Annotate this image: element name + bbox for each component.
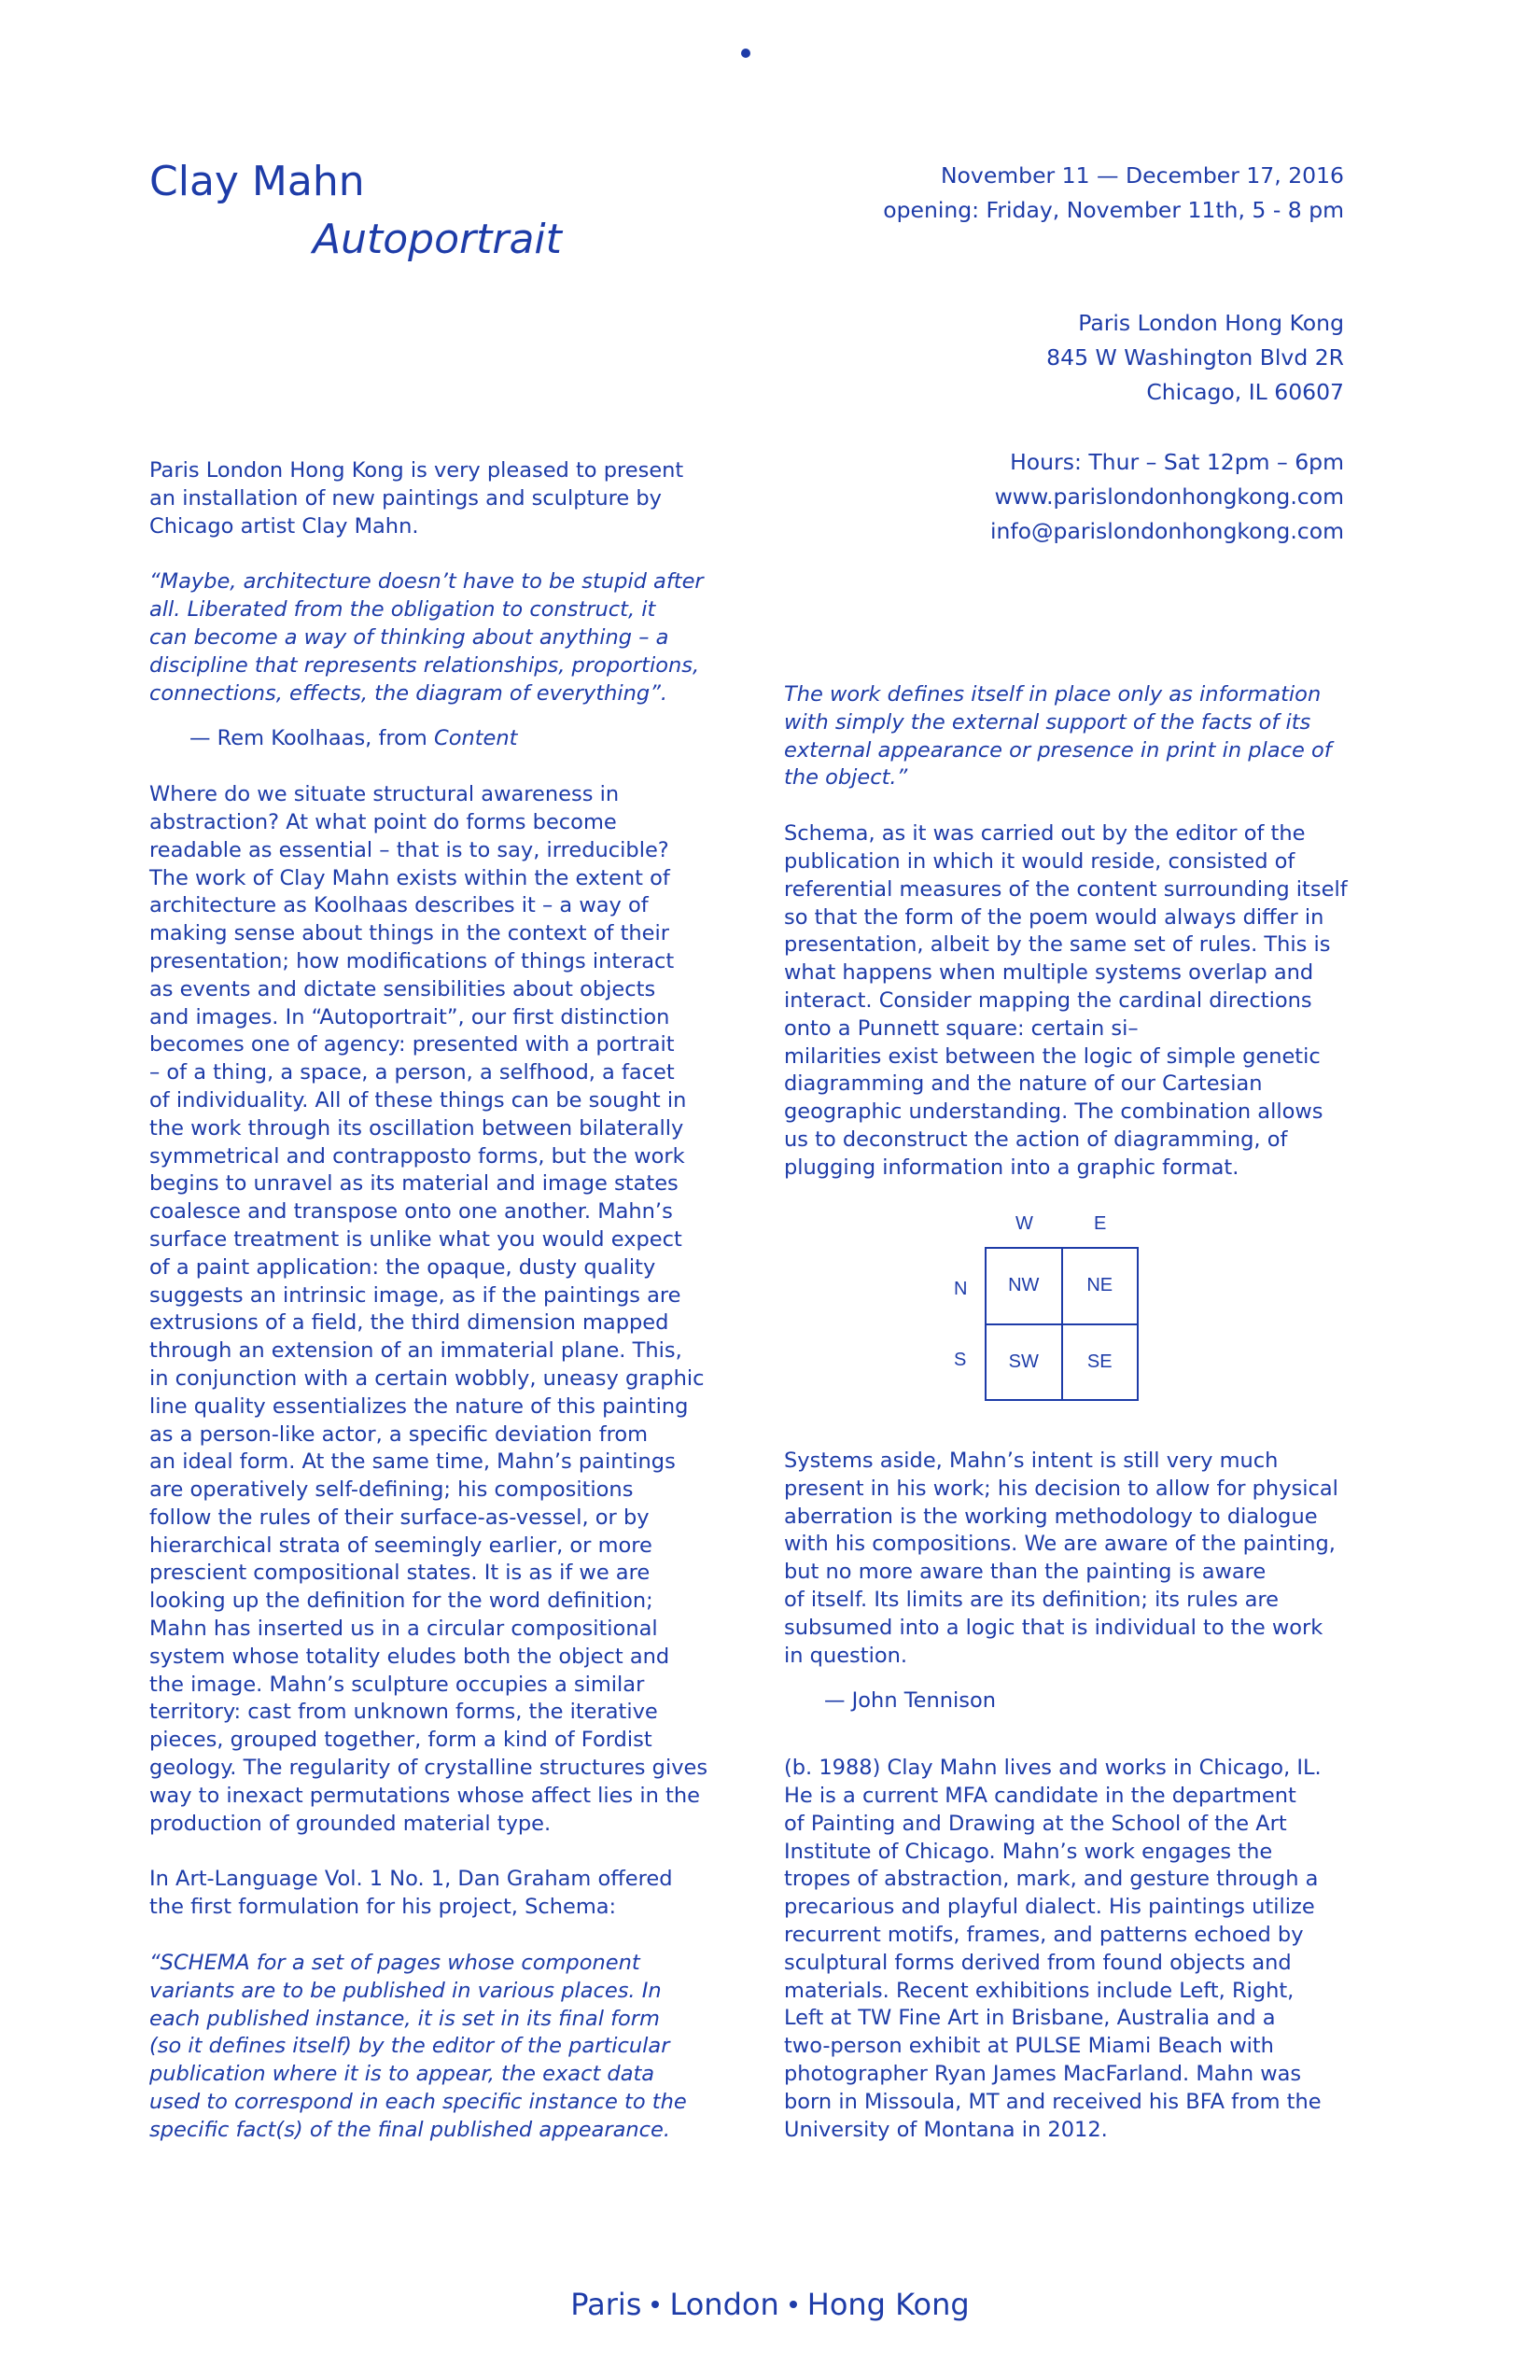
text-line: aberration is the working methodology to dialogue [784, 1504, 1318, 1529]
label-north: N [954, 1279, 968, 1299]
text-line: becomes one of agency: presented with a portrait [149, 1032, 675, 1057]
label-east: E [1094, 1213, 1107, 1234]
text-line: onto a Punnett square: certain si– [784, 1015, 1139, 1041]
text-line: He is a current MFA candidate in the department [784, 1783, 1296, 1808]
opening-reception: opening: Friday, November 11th, 5 - 8 pm [883, 197, 1344, 223]
text-line: what happens when multiple systems overlap and [784, 960, 1314, 986]
text-line: an installation of new paintings and sculpture by [149, 485, 662, 511]
label-west: W [1015, 1213, 1033, 1234]
text-line: variants are to be published in various places. In [149, 1978, 662, 2003]
cell-se: SE [1062, 1324, 1138, 1400]
footer-gallery-name [0, 2287, 1540, 2322]
text-line: Systems aside, Mahn’s intent is still very much [784, 1449, 1279, 1473]
text-line: precarious and playful dialect. His paintings utilize [784, 1895, 1315, 1920]
text-line: (so it defines itself) by the editor of the particular [149, 2034, 670, 2059]
text-line: production of grounded material type. [149, 1811, 552, 1836]
text-line: as events and dictate sensibilities about objects [149, 976, 656, 1001]
text-line: of individuality. All of these things can be sought in [149, 1087, 687, 1113]
text-line: present in his work; his decision to allow for physical [784, 1476, 1338, 1501]
text-line: can become a way of thinking about anything – a [149, 624, 669, 650]
text-line: connections, effects, the diagram of everything”. [149, 680, 668, 706]
punnett-grid [985, 1247, 1139, 1401]
text-line: Institute of Chicago. Mahn’s work engages the [784, 1839, 1273, 1864]
footer-dot-separator [651, 2301, 659, 2308]
top-dot-ornament [741, 49, 750, 58]
text-line: follow the rules of their surface-as-vessel, or by [149, 1505, 650, 1530]
text-line: hierarchical strata of seemingly earlier, or more [149, 1533, 652, 1558]
text-line: photographer Ryan James MacFarland. Mahn was [784, 2061, 1302, 2086]
text-line: prescient compositional states. It is as if we are [149, 1561, 651, 1586]
venue-website-link[interactable]: www.parislondonhongkong.com [994, 483, 1344, 510]
text-line: line quality essentializes the nature of this painting [149, 1393, 689, 1419]
text-line: tropes of abstraction, mark, and gesture through a [784, 1867, 1319, 1892]
venue-city: Chicago, IL 60607 [1146, 379, 1344, 405]
text-line: of Painting and Drawing at the School of the Art [784, 1811, 1287, 1836]
schema-quote [149, 1950, 707, 2145]
text-line: each published instance, it is set in its final form [149, 2006, 660, 2031]
text-line: with his compositions. We are aware of the painting, [784, 1532, 1336, 1557]
text-line: The work of Clay Mahn exists within the extent of [149, 865, 670, 890]
cell-ne: NE [1062, 1249, 1138, 1324]
right-column-upper [784, 681, 1348, 1183]
text-line: but no more aware than the painting is aware [784, 1560, 1267, 1585]
text-line: in question. [784, 1643, 908, 1668]
text-line: In Art-Language Vol. 1 No. 1, Dan Graham offered [149, 1867, 673, 1892]
text-line: of itself. Its limits are its definition; its rules are [784, 1587, 1279, 1612]
artist-name: Clay Mahn [149, 158, 365, 205]
venue-email-link[interactable]: info@parislondonhongkong.com [989, 518, 1344, 544]
text-line: making sense about things in the context of their [149, 921, 670, 946]
footer-city-paris: Paris [570, 2287, 642, 2322]
cell-sw: SW [987, 1324, 1062, 1400]
text-line: Mahn has inserted us in a circular compositional [149, 1617, 658, 1642]
text-line: coalesce and transpose onto one another. Mahn’s [149, 1199, 673, 1225]
text-line: begins to unravel as its material and image states [149, 1171, 679, 1197]
text-line: “SCHEMA for a set of pages whose component [149, 1951, 640, 1976]
text-line: system whose totality eludes both the object and [149, 1644, 670, 1669]
left-column [149, 457, 707, 2145]
text-line: with simply the external support of the facts of its [784, 709, 1311, 735]
text-line: diagramming and the nature of our Cartesian [784, 1071, 1263, 1097]
text-line: suggests an intrinsic image, as if the paintings are [149, 1282, 681, 1308]
text-line: so that the form of the poem would always differ in [784, 904, 1324, 930]
text-line: of a paint application: the opaque, dusty quality [149, 1254, 656, 1280]
text-line: all. Liberated from the obligation to construct, it [149, 597, 656, 623]
text-line: the work through its oscillation between bilaterally [149, 1115, 684, 1141]
quote-attribution [149, 725, 707, 753]
text-line: are operatively self-defining; his compositions [149, 1477, 634, 1503]
essay-paragraph [149, 781, 707, 1838]
text-line: Schema, as it was carried out by the editor of the [784, 821, 1306, 847]
text-line: us to deconstruct the action of diagramming, of [784, 1127, 1288, 1152]
text-line: through an extension of an immaterial plane. This, [149, 1338, 682, 1364]
text-line: presentation; how modifications of things interact [149, 948, 675, 973]
text-line: surface treatment is unlike what you would expect [149, 1226, 682, 1252]
footer-city-hong-kong: Hong Kong [806, 2287, 970, 2322]
text-line: pieces, grouped together, form a kind of Fordist [149, 1728, 652, 1753]
text-line: geology. The regularity of crystalline structures gives [149, 1756, 708, 1781]
text-line: and images. In “Autoportrait”, our first distinction [149, 1004, 670, 1029]
text-line: the object.” [784, 765, 908, 791]
punnett-square-diagram [943, 1213, 1176, 1419]
text-line: presentation, albeit by the same set of rules. This is [784, 932, 1331, 958]
text-line: two-person exhibit at PULSE Miami Beach with [784, 2034, 1274, 2059]
text-line: publication where it is to appear, the exact data [149, 2062, 655, 2087]
text-line: interact. Consider mapping the cardinal directions [784, 987, 1312, 1013]
text-line: publication in which it would reside, consisted of [784, 848, 1295, 874]
text-line: “Maybe, architecture doesn’t have to be stupid after [149, 569, 704, 595]
show-title: Autoportrait [313, 216, 562, 263]
text-line: recurrent motifs, frames, and patterns echoed by [784, 1922, 1304, 1947]
text-line: subsumed into a logic that is individual to the work [784, 1615, 1323, 1640]
intro-paragraph [149, 457, 707, 540]
text-line: an ideal form. At the same time, Mahn’s paintings [149, 1449, 676, 1475]
footer-dot-separator [790, 2301, 797, 2308]
text-line: University of Montana in 2012. [784, 2117, 1108, 2142]
text-line: milarities exist between the logic of simple genetic [784, 1043, 1321, 1069]
text-line: used to correspond in each specific instance to the [149, 2090, 687, 2115]
text-line: geographic understanding. The combination allows [784, 1099, 1323, 1125]
text-line: plugging information into a graphic format. [784, 1155, 1239, 1180]
text-line: the first formulation for his project, Schema: [149, 1895, 617, 1920]
text-line: — Rem Koolhaas, from [189, 726, 427, 751]
text-line: discipline that represents relationships, proportions, [149, 652, 700, 678]
text-line: looking up the definition for the word definition; [149, 1589, 653, 1614]
text-line: territory: cast from unknown forms, the iterative [149, 1700, 658, 1725]
text-line: Paris London Hong Kong is very pleased to present [149, 458, 684, 483]
text-line: abstraction? At what point do forms become [149, 809, 617, 834]
schema-paragraph [784, 820, 1348, 1182]
venue-contact-block [990, 445, 1344, 549]
graham-intro-paragraph [149, 1866, 707, 1922]
text-line: architecture as Koolhaas describes it – a way of [149, 893, 649, 918]
text-line: sculptural forms derived from found objects and [784, 1950, 1292, 1975]
text-line: readable as essential – that is to say, irreducible? [149, 837, 669, 862]
essay-author [784, 1687, 1338, 1715]
text-line: symmetrical and contrapposto forms, but the work [149, 1143, 685, 1169]
venue-street: 845 W Washington Blvd 2R [1046, 344, 1344, 371]
text-line: the image. Mahn’s sculpture occupies a similar [149, 1672, 645, 1697]
cell-nw: NW [987, 1249, 1062, 1324]
koolhaas-quote [149, 568, 707, 707]
label-south: S [954, 1350, 967, 1370]
text-line: specific fact(s) of the final published appearance. [149, 2117, 670, 2142]
text-line: The work defines itself in place only as information [784, 682, 1322, 707]
text-line: in conjunction with a certain wobbly, uneasy graphic [149, 1365, 705, 1391]
text-line: – of a thing, a space, a person, a selfhood, a facet [149, 1060, 675, 1085]
schema-quote-continued [784, 681, 1348, 792]
footer-city-london: London [669, 2287, 779, 2322]
text-line: materials. Recent exhibitions include Left, Right, [784, 1978, 1295, 2003]
text-line: — John Tennison [824, 1688, 997, 1714]
venue-hours: Hours: Thur – Sat 12pm – 6pm [1010, 449, 1344, 475]
text-line: Content [433, 726, 518, 751]
venue-name: Paris London Hong Kong [1078, 310, 1344, 336]
artist-bio [784, 1755, 1338, 2144]
text-line: external appearance or presence in print in place of [784, 737, 1332, 763]
text-line: way to inexact permutations whose affect lies in the [149, 1783, 700, 1808]
text-line: born in Missoula, MT and received his BFA from the [784, 2089, 1322, 2114]
right-column-lower [784, 1448, 1338, 2144]
exhibition-dates: November 11 — December 17, 2016 [940, 162, 1344, 189]
venue-address-block [1046, 306, 1344, 410]
exhibition-dates-block [883, 159, 1344, 228]
text-line: extrusions of a field, the third dimension mapped [149, 1310, 669, 1336]
text-line: Chicago artist Clay Mahn. [149, 513, 419, 539]
text-line: (b. 1988) Clay Mahn lives and works in Chicago, IL. [784, 1756, 1322, 1781]
text-line: Where do we situate structural awareness in [149, 782, 620, 807]
text-line: referential measures of the content surrounding itself [784, 876, 1348, 902]
systems-paragraph [784, 1448, 1338, 1670]
text-line: Left at TW Fine Art in Brisbane, Australia and a [784, 2006, 1276, 2031]
text-line: as a person-like actor, a specific deviation from [149, 1421, 649, 1447]
